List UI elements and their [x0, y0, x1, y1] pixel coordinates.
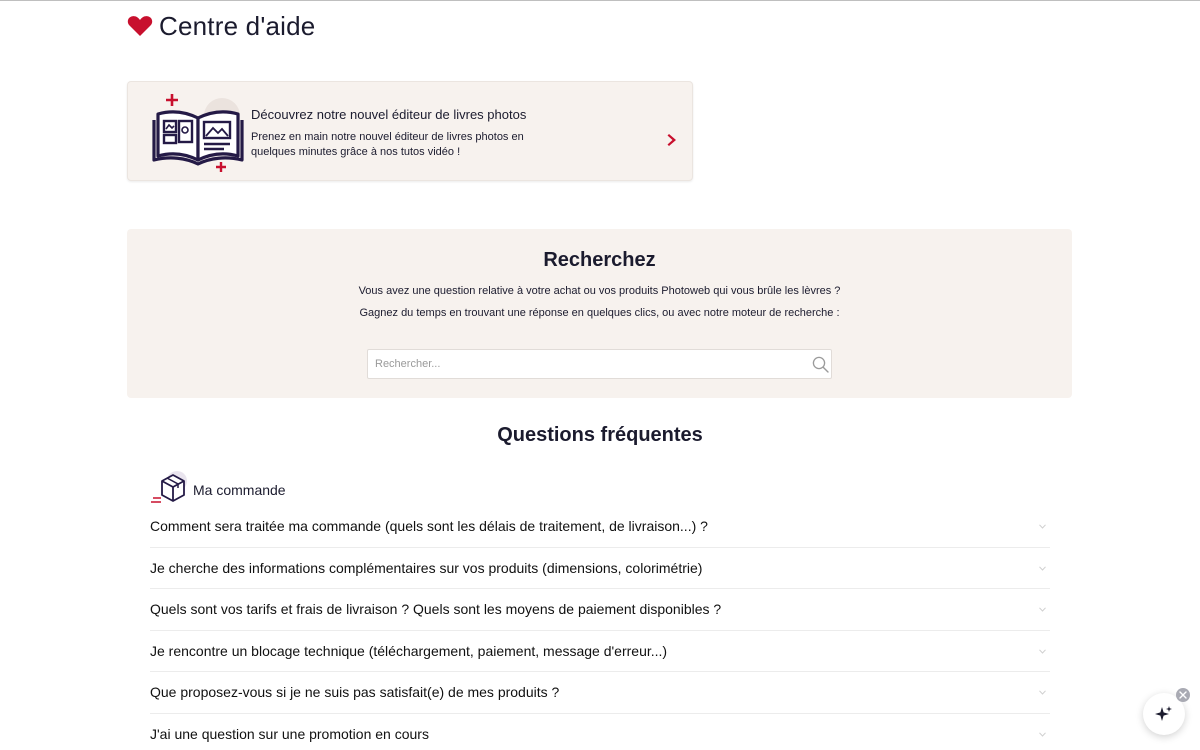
faq-question: Je rencontre un blocage technique (téléchargement, paiement, message d'erreur...) — [150, 642, 668, 659]
faq-category-header — [150, 470, 286, 506]
faq-item[interactable] — [150, 589, 1050, 631]
page-title: Centre d'aide — [159, 10, 316, 41]
chevron-down-icon — [1039, 566, 1046, 571]
search-description-line-2: Gagnez du temps en trouvant une réponse en quelques clics, ou avec notre moteur de recherche : — [359, 307, 840, 319]
faq-question: Je cherche des informations complémentaires sur vos produits (dimensions, colorimétrie) — [150, 559, 703, 576]
open-photo-book-icon — [152, 92, 248, 174]
close-icon — [1179, 691, 1187, 699]
chevron-down-icon — [1039, 732, 1046, 737]
promo-title: Découvrez notre nouvel éditeur de livres photos — [251, 107, 527, 122]
top-divider — [0, 0, 1200, 1]
faq-item[interactable] — [150, 672, 1050, 714]
search-panel — [127, 229, 1072, 398]
chevron-right-icon[interactable] — [666, 133, 678, 147]
chevron-down-icon — [1039, 649, 1046, 654]
faq-item[interactable] — [150, 506, 1050, 548]
heart-icon — [127, 15, 153, 37]
faq-item[interactable] — [150, 548, 1050, 590]
promo-card-photo-book-editor[interactable] — [127, 81, 693, 181]
faq-question: Que proposez-vous si je ne suis pas satisfait(e) de mes produits ? — [150, 684, 560, 701]
faq-question: Comment sera traitée ma commande (quels sont les délais de traitement, de livraison...) ? — [150, 518, 708, 534]
sparkle-icon — [1155, 705, 1173, 723]
faq-question: J'ai une question sur une promotion en cours — [150, 725, 429, 742]
search-input[interactable] — [368, 350, 798, 378]
search-description-line-1: Vous avez une question relative à votre achat ou vos produits Photoweb qui vous brûle les lèvres ? — [358, 285, 841, 297]
chevron-down-icon — [1039, 524, 1046, 529]
chevron-down-icon — [1039, 690, 1046, 695]
faq-category-label: Ma commande — [193, 482, 286, 498]
assistant-close-button[interactable] — [1176, 688, 1190, 702]
page-header — [127, 10, 315, 42]
promo-description: Prenez en main notre nouvel éditeur de livres photos en quelques minutes grâce à nos tutos vidéo ! — [251, 131, 524, 158]
search-icon[interactable] — [812, 356, 829, 373]
faq-heading: Questions fréquentes — [497, 424, 703, 446]
search-title: Recherchez — [543, 249, 656, 271]
chevron-down-icon — [1039, 607, 1046, 612]
package-box-icon — [150, 470, 190, 506]
faq-question: Quels sont vos tarifs et frais de livraison ? Quels sont les moyens de paiement disponibles ? — [150, 601, 722, 618]
faq-item[interactable] — [150, 631, 1050, 673]
faq-item[interactable] — [150, 714, 1050, 750]
faq-list — [150, 506, 1050, 750]
search-box — [367, 349, 832, 379]
